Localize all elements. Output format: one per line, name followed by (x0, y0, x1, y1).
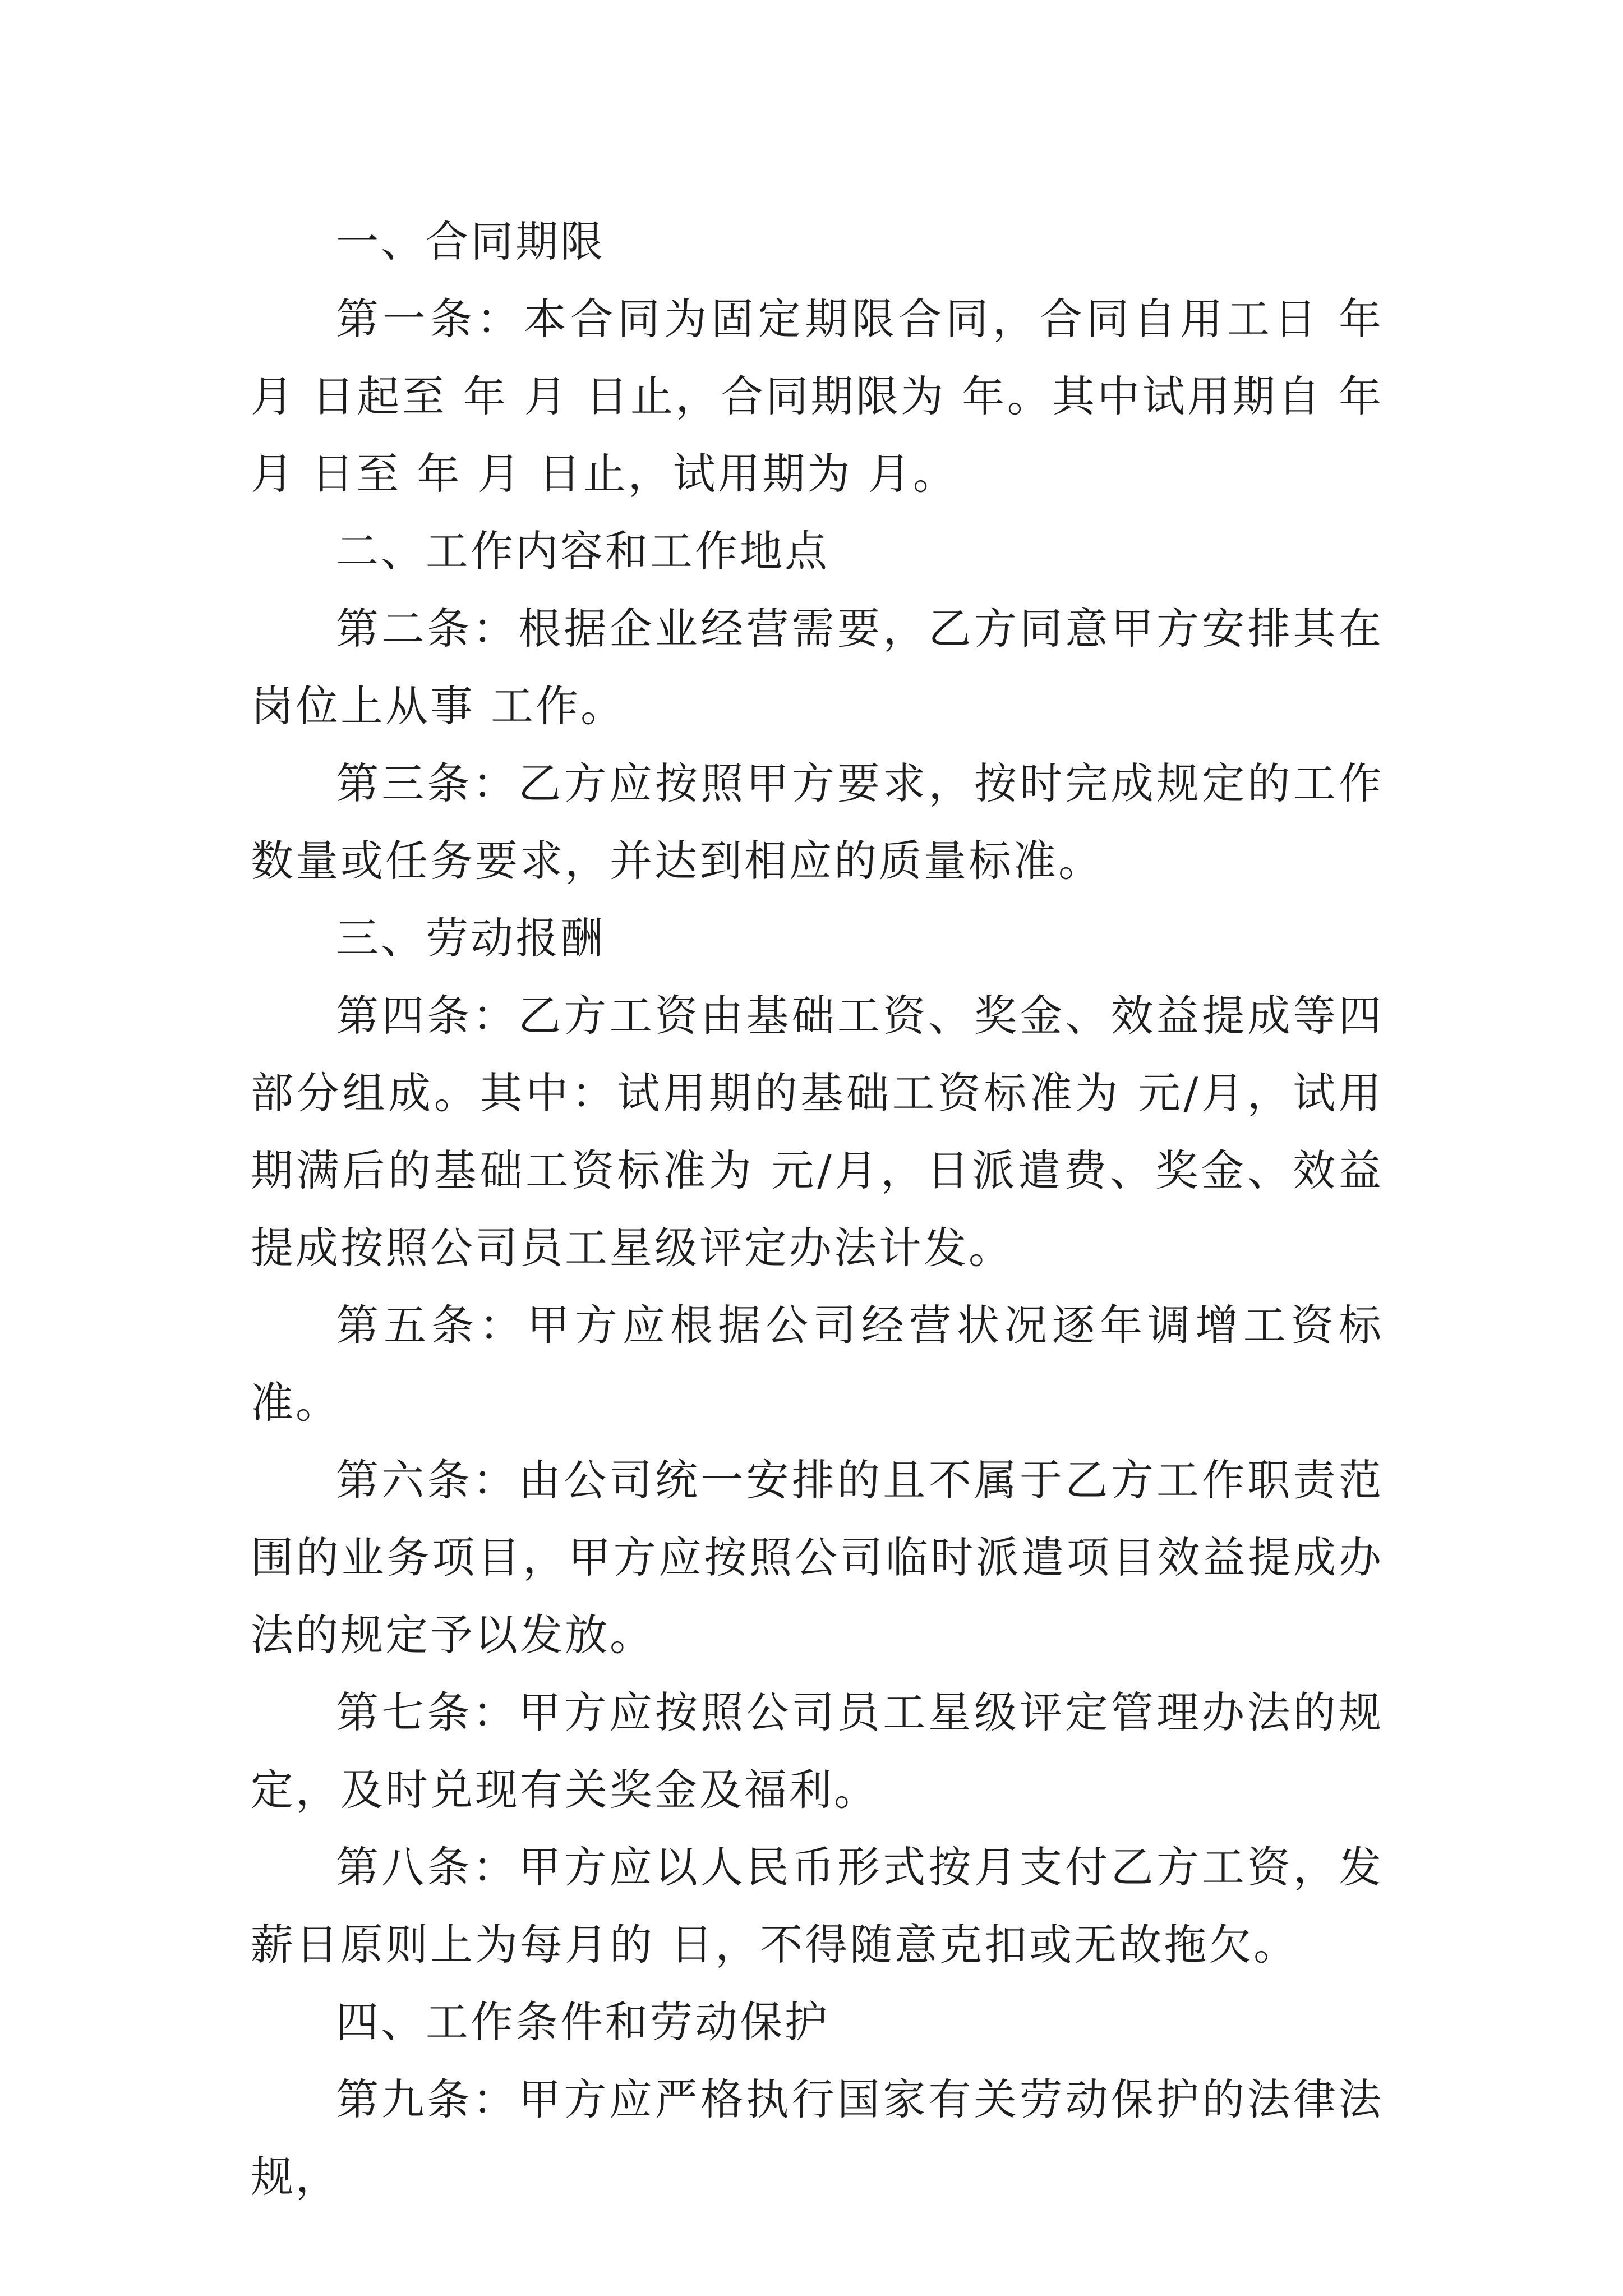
article-3: 第三条：乙方应按照甲方要求，按时完成规定的工作数量或任务要求，并达到相应的质量标准。 (251, 758, 1384, 886)
article-1: 第一条：本合同为固定期限合同，合同自用工日 年 月 日起至 年 月 日止，合同期限为 年。其中试用期自 年 月 日至 年 月 日止，试用期为 月。 (251, 294, 1384, 499)
section-heading-working-conditions: 四、工作条件和劳动保护 (336, 1997, 829, 2047)
document-body (251, 203, 1384, 2216)
section-heading-contract-term: 一、合同期限 (336, 217, 605, 266)
article-8: 第八条：甲方应以人民币形式按月支付乙方工资，发薪日原则上为每月的 日，不得随意克扣或无故拖欠。 (251, 1842, 1384, 1970)
article-9: 第九条：甲方应严格执行国家有关劳动保护的法律法规， (251, 2074, 1384, 2202)
article-6: 第六条：由公司统一安排的且不属于乙方工作职责范围的业务项目，甲方应按照公司临时派遣项目效益提成办法的规定予以发放。 (251, 1455, 1384, 1660)
section-heading-remuneration: 三、劳动报酬 (336, 913, 605, 963)
article-7: 第七条：甲方应按照公司员工星级评定管理办法的规定，及时兑现有关奖金及福利。 (251, 1687, 1384, 1815)
article-2: 第二条：根据企业经营需要，乙方同意甲方安排其在岗位上从事 工作。 (251, 604, 1384, 731)
article-4: 第四条：乙方工资由基础工资、奖金、效益提成等四部分组成。其中：试用期的基础工资标准为 元/月，试用期满后的基础工资标准为 元/月，日派遣费、奖金、效益提成按照公司员工星级评定办法计发。 (251, 991, 1384, 1273)
article-5: 第五条：甲方应根据公司经营状况逐年调增工资标准。 (251, 1300, 1384, 1428)
section-heading-work-content: 二、工作内容和工作地点 (336, 526, 829, 576)
